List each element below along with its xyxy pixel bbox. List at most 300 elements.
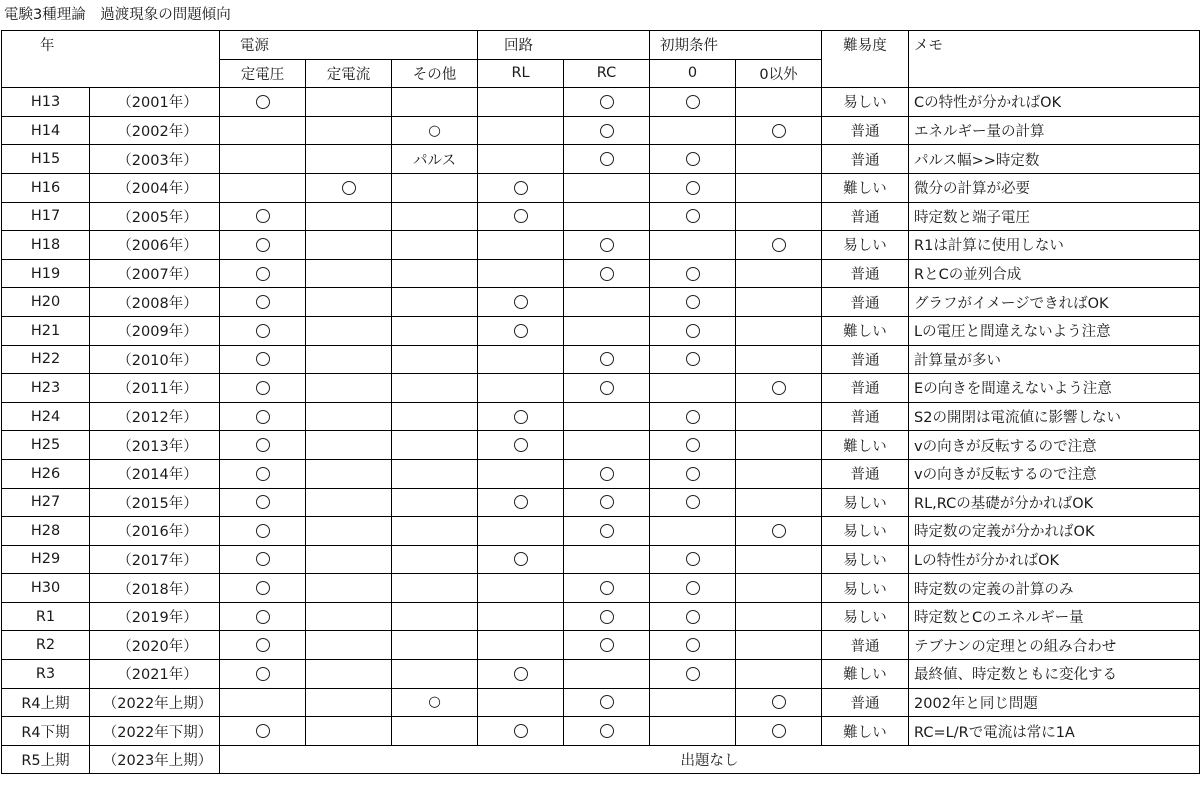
circle-mark-icon	[514, 438, 528, 452]
header-initial-condition: 初期条件	[650, 31, 822, 60]
memo-cell: Eの向きを間違えないよう注意	[909, 374, 1200, 403]
table-row	[2, 259, 1200, 288]
header-zero: 0	[650, 59, 736, 88]
rl-cell	[478, 574, 564, 603]
nonzero-cell	[736, 259, 822, 288]
other-cell	[392, 345, 478, 374]
rc-cell	[564, 574, 650, 603]
header-nonzero: 0以外	[736, 59, 822, 88]
table-row	[2, 88, 1200, 117]
rl-cell	[478, 688, 564, 717]
era-cell: R2	[2, 631, 90, 660]
memo-cell: vの向きが反転するので注意	[909, 459, 1200, 488]
cv-cell	[220, 631, 306, 660]
table-row	[2, 145, 1200, 174]
difficulty-cell: 易しい	[822, 602, 909, 631]
cv-cell	[220, 88, 306, 117]
memo-cell: 時定数の定義が分かればOK	[909, 517, 1200, 546]
memo-cell: Lの電圧と間違えないよう注意	[909, 316, 1200, 345]
nonzero-cell	[736, 602, 822, 631]
rl-cell	[478, 488, 564, 517]
era-cell: H30	[2, 574, 90, 603]
circle-mark-icon	[256, 438, 270, 452]
era-cell: H19	[2, 259, 90, 288]
circle-mark-icon	[600, 238, 614, 252]
era-cell: H23	[2, 374, 90, 403]
circle-mark-icon	[256, 638, 270, 652]
memo-cell: 時定数とCのエネルギー量	[909, 602, 1200, 631]
rc-cell	[564, 116, 650, 145]
difficulty-cell: 易しい	[822, 545, 909, 574]
rc-cell	[564, 517, 650, 546]
zero-cell	[650, 688, 736, 717]
zero-cell	[650, 574, 736, 603]
header-rc: RC	[564, 59, 650, 88]
circle-mark-icon	[686, 324, 700, 338]
year-cell: （2003年）	[90, 145, 220, 174]
circle-mark-icon	[256, 724, 270, 738]
nonzero-cell	[736, 202, 822, 231]
rc-cell	[564, 259, 650, 288]
rc-cell	[564, 231, 650, 260]
memo-cell: 計算量が多い	[909, 345, 1200, 374]
circle-mark-icon	[600, 724, 614, 738]
rc-cell	[564, 402, 650, 431]
rl-cell	[478, 545, 564, 574]
circle-mark-icon	[772, 524, 786, 538]
circle-mark-icon	[686, 667, 700, 681]
rl-cell	[478, 259, 564, 288]
nonzero-cell	[736, 688, 822, 717]
zero-cell	[650, 231, 736, 260]
circle-mark-icon	[256, 581, 270, 595]
rc-cell	[564, 88, 650, 117]
year-cell: （2013年）	[90, 431, 220, 460]
circle-mark-icon	[256, 524, 270, 538]
cv-cell	[220, 402, 306, 431]
circle-mark-icon	[514, 667, 528, 681]
zero-cell	[650, 602, 736, 631]
memo-cell: 最終値、時定数ともに変化する	[909, 660, 1200, 689]
circle-mark-icon	[514, 209, 528, 223]
other-cell	[392, 660, 478, 689]
other-cell	[392, 288, 478, 317]
year-cell: （2004年）	[90, 173, 220, 202]
circle-mark-icon	[686, 295, 700, 309]
year-cell: （2007年）	[90, 259, 220, 288]
circle-mark-icon	[256, 667, 270, 681]
circle-mark-icon	[342, 181, 356, 195]
era-cell: H28	[2, 517, 90, 546]
era-cell: R3	[2, 660, 90, 689]
cv-cell	[220, 459, 306, 488]
difficulty-cell: 難しい	[822, 173, 909, 202]
rl-cell	[478, 173, 564, 202]
rc-cell	[564, 488, 650, 517]
zero-cell	[650, 374, 736, 403]
difficulty-cell: 難しい	[822, 660, 909, 689]
era-cell: H27	[2, 488, 90, 517]
circle-mark-icon	[600, 610, 614, 624]
era-cell: H26	[2, 459, 90, 488]
circle-mark-icon	[256, 352, 270, 366]
zero-cell	[650, 488, 736, 517]
cc-cell	[306, 688, 392, 717]
cv-cell	[220, 173, 306, 202]
nonzero-cell	[736, 402, 822, 431]
difficulty-cell: 普通	[822, 374, 909, 403]
difficulty-cell: 普通	[822, 688, 909, 717]
circle-mark-icon	[256, 552, 270, 566]
era-cell: H14	[2, 116, 90, 145]
circle-mark-icon	[772, 238, 786, 252]
rl-cell	[478, 374, 564, 403]
circle-mark-icon	[600, 124, 614, 138]
rl-cell	[478, 431, 564, 460]
rl-cell	[478, 660, 564, 689]
header-memo: メモ	[909, 31, 1200, 88]
table-row	[2, 488, 1200, 517]
memo-cell: Cの特性が分かればOK	[909, 88, 1200, 117]
circle-mark-icon	[600, 581, 614, 595]
rl-cell	[478, 116, 564, 145]
rl-cell	[478, 517, 564, 546]
circle-mark-icon	[686, 467, 700, 481]
rl-cell	[478, 402, 564, 431]
era-cell: H16	[2, 173, 90, 202]
cc-cell	[306, 116, 392, 145]
circle-mark-icon	[256, 209, 270, 223]
nonzero-cell	[736, 231, 822, 260]
cv-cell	[220, 545, 306, 574]
other-cell: パルス	[392, 145, 478, 174]
other-cell	[392, 259, 478, 288]
cc-cell	[306, 402, 392, 431]
circle-mark-icon	[256, 267, 270, 281]
year-cell: （2012年）	[90, 402, 220, 431]
circle-mark-icon	[256, 95, 270, 109]
era-cell: H21	[2, 316, 90, 345]
nonzero-cell	[736, 173, 822, 202]
memo-cell: RC=L/Rで電流は常に1A	[909, 717, 1200, 746]
difficulty-cell: 普通	[822, 631, 909, 660]
cv-cell	[220, 688, 306, 717]
memo-cell: パルス幅>>時定数	[909, 145, 1200, 174]
circle-mark-icon	[600, 352, 614, 366]
circle-mark-icon	[514, 724, 528, 738]
circle-mark-icon	[686, 181, 700, 195]
zero-cell	[650, 431, 736, 460]
circle-mark-icon	[772, 724, 786, 738]
other-cell	[392, 574, 478, 603]
memo-cell: Lの特性が分かればOK	[909, 545, 1200, 574]
memo-cell: テブナンの定理との組み合わせ	[909, 631, 1200, 660]
year-cell: （2022年上期）	[90, 688, 220, 717]
other-cell	[392, 602, 478, 631]
cv-cell	[220, 202, 306, 231]
table-row	[2, 116, 1200, 145]
circle-mark-icon	[600, 267, 614, 281]
nonzero-cell	[736, 631, 822, 660]
difficulty-cell: 易しい	[822, 88, 909, 117]
header-other: その他	[392, 59, 478, 88]
year-cell: （2023年上期）	[90, 745, 220, 774]
other-cell	[392, 488, 478, 517]
zero-cell	[650, 345, 736, 374]
table-row	[2, 402, 1200, 431]
table-row	[2, 631, 1200, 660]
zero-cell	[650, 631, 736, 660]
table-row	[2, 288, 1200, 317]
circle-mark-icon	[686, 552, 700, 566]
cc-cell	[306, 631, 392, 660]
nonzero-cell	[736, 459, 822, 488]
rl-cell	[478, 316, 564, 345]
no-question-note: 出題なし	[220, 745, 1200, 774]
rc-cell	[564, 602, 650, 631]
other-cell	[392, 88, 478, 117]
year-cell: （2017年）	[90, 545, 220, 574]
table-row	[2, 517, 1200, 546]
cc-cell	[306, 574, 392, 603]
cv-cell	[220, 602, 306, 631]
cv-cell	[220, 517, 306, 546]
cc-cell	[306, 517, 392, 546]
zero-cell	[650, 202, 736, 231]
table-row	[2, 660, 1200, 689]
rl-cell	[478, 631, 564, 660]
table-row	[2, 688, 1200, 717]
memo-cell: RL,RCの基礎が分かればOK	[909, 488, 1200, 517]
year-cell: （2019年）	[90, 602, 220, 631]
year-cell: （2009年）	[90, 316, 220, 345]
difficulty-cell: 普通	[822, 116, 909, 145]
memo-cell: 2002年と同じ問題	[909, 688, 1200, 717]
circle-mark-icon	[600, 95, 614, 109]
year-cell: （2010年）	[90, 345, 220, 374]
cc-cell	[306, 459, 392, 488]
other-cell	[392, 202, 478, 231]
nonzero-cell	[736, 145, 822, 174]
difficulty-cell: 普通	[822, 145, 909, 174]
memo-cell: S2の開閉は電流値に影響しない	[909, 402, 1200, 431]
circle-mark-icon	[686, 209, 700, 223]
era-cell: H24	[2, 402, 90, 431]
zero-cell	[650, 145, 736, 174]
table-row	[2, 459, 1200, 488]
other-cell	[392, 717, 478, 746]
era-cell: R5上期	[2, 745, 90, 774]
era-cell: H17	[2, 202, 90, 231]
header-constant-voltage: 定電圧	[220, 59, 306, 88]
era-cell: H29	[2, 545, 90, 574]
era-cell: H15	[2, 145, 90, 174]
other-cell: ○	[392, 116, 478, 145]
rl-cell	[478, 202, 564, 231]
rc-cell	[564, 688, 650, 717]
other-cell	[392, 402, 478, 431]
memo-cell: vの向きが反転するので注意	[909, 431, 1200, 460]
exam-trend-table	[1, 30, 1200, 774]
rc-cell	[564, 660, 650, 689]
zero-cell	[650, 88, 736, 117]
era-cell: H25	[2, 431, 90, 460]
circle-mark-icon	[256, 410, 270, 424]
circle-mark-icon	[600, 495, 614, 509]
rl-cell	[478, 717, 564, 746]
table-row	[2, 173, 1200, 202]
difficulty-cell: 易しい	[822, 488, 909, 517]
cc-cell	[306, 231, 392, 260]
rc-cell	[564, 345, 650, 374]
nonzero-cell	[736, 574, 822, 603]
rc-cell	[564, 459, 650, 488]
rc-cell	[564, 545, 650, 574]
difficulty-cell: 普通	[822, 202, 909, 231]
table-row	[2, 545, 1200, 574]
year-cell: （2014年）	[90, 459, 220, 488]
circle-mark-icon	[686, 95, 700, 109]
circle-mark-icon	[686, 410, 700, 424]
zero-cell	[650, 517, 736, 546]
difficulty-cell: 普通	[822, 402, 909, 431]
year-cell: （2022年下期）	[90, 717, 220, 746]
circle-mark-icon	[686, 352, 700, 366]
difficulty-cell: 難しい	[822, 717, 909, 746]
circle-mark-icon	[514, 410, 528, 424]
cc-cell	[306, 173, 392, 202]
header-row-1	[2, 31, 1200, 60]
header-constant-current: 定電流	[306, 59, 392, 88]
rl-cell	[478, 231, 564, 260]
difficulty-cell: 難しい	[822, 431, 909, 460]
table-row	[2, 602, 1200, 631]
circle-mark-icon	[256, 495, 270, 509]
table-row	[2, 431, 1200, 460]
circle-mark-icon	[686, 152, 700, 166]
memo-cell: エネルギー量の計算	[909, 116, 1200, 145]
other-cell	[392, 431, 478, 460]
nonzero-cell	[736, 545, 822, 574]
circle-mark-icon	[686, 638, 700, 652]
circle-mark-icon	[600, 467, 614, 481]
rl-cell	[478, 88, 564, 117]
difficulty-cell: 普通	[822, 288, 909, 317]
table-row	[2, 717, 1200, 746]
nonzero-cell	[736, 88, 822, 117]
era-cell: H18	[2, 231, 90, 260]
rc-cell	[564, 145, 650, 174]
document-title: 電験3種理論 過渡現象の問題傾向	[4, 7, 231, 23]
circle-mark-icon	[514, 181, 528, 195]
cc-cell	[306, 717, 392, 746]
zero-cell	[650, 402, 736, 431]
rc-cell	[564, 717, 650, 746]
difficulty-cell: 難しい	[822, 316, 909, 345]
rc-cell	[564, 288, 650, 317]
nonzero-cell	[736, 374, 822, 403]
cv-cell	[220, 231, 306, 260]
cv-cell	[220, 660, 306, 689]
rc-cell	[564, 631, 650, 660]
rc-cell	[564, 374, 650, 403]
circle-mark-icon	[600, 638, 614, 652]
header-circuit: 回路	[478, 31, 650, 60]
header-year: 年	[2, 31, 220, 88]
memo-cell: グラフがイメージできればOK	[909, 288, 1200, 317]
zero-cell	[650, 717, 736, 746]
cc-cell	[306, 374, 392, 403]
cc-cell	[306, 431, 392, 460]
difficulty-cell: 普通	[822, 459, 909, 488]
other-cell	[392, 231, 478, 260]
cc-cell	[306, 345, 392, 374]
circle-mark-icon	[772, 124, 786, 138]
year-cell: （2005年）	[90, 202, 220, 231]
circle-mark-icon	[686, 267, 700, 281]
year-cell: （2001年）	[90, 88, 220, 117]
rc-cell	[564, 202, 650, 231]
rl-cell	[478, 345, 564, 374]
rc-cell	[564, 173, 650, 202]
zero-cell	[650, 259, 736, 288]
year-cell: （2008年）	[90, 288, 220, 317]
table-row-last	[2, 745, 1200, 774]
cc-cell	[306, 316, 392, 345]
cc-cell	[306, 545, 392, 574]
era-cell: R4下期	[2, 717, 90, 746]
other-cell	[392, 517, 478, 546]
header-difficulty: 難易度	[822, 31, 909, 88]
rl-cell	[478, 288, 564, 317]
nonzero-cell	[736, 345, 822, 374]
other-cell: ○	[392, 688, 478, 717]
circle-mark-icon	[600, 152, 614, 166]
other-cell	[392, 459, 478, 488]
circle-mark-icon	[256, 324, 270, 338]
difficulty-cell: 易しい	[822, 517, 909, 546]
table-row	[2, 316, 1200, 345]
nonzero-cell	[736, 316, 822, 345]
circle-mark-icon	[514, 295, 528, 309]
cv-cell	[220, 259, 306, 288]
year-cell: （2011年）	[90, 374, 220, 403]
cc-cell	[306, 660, 392, 689]
zero-cell	[650, 660, 736, 689]
table-row	[2, 374, 1200, 403]
table-row	[2, 231, 1200, 260]
rc-cell	[564, 431, 650, 460]
circle-mark-icon	[600, 524, 614, 538]
difficulty-cell: 易しい	[822, 574, 909, 603]
circle-mark-icon	[600, 381, 614, 395]
year-cell: （2018年）	[90, 574, 220, 603]
circle-mark-icon	[256, 610, 270, 624]
year-cell: （2015年）	[90, 488, 220, 517]
circle-mark-icon	[514, 495, 528, 509]
nonzero-cell	[736, 288, 822, 317]
cc-cell	[306, 202, 392, 231]
circle-mark-icon	[514, 552, 528, 566]
circle-mark-icon	[600, 695, 614, 709]
zero-cell	[650, 459, 736, 488]
header-rl: RL	[478, 59, 564, 88]
circle-mark-icon	[686, 438, 700, 452]
rl-cell	[478, 602, 564, 631]
rl-cell	[478, 459, 564, 488]
zero-cell	[650, 288, 736, 317]
other-cell	[392, 316, 478, 345]
